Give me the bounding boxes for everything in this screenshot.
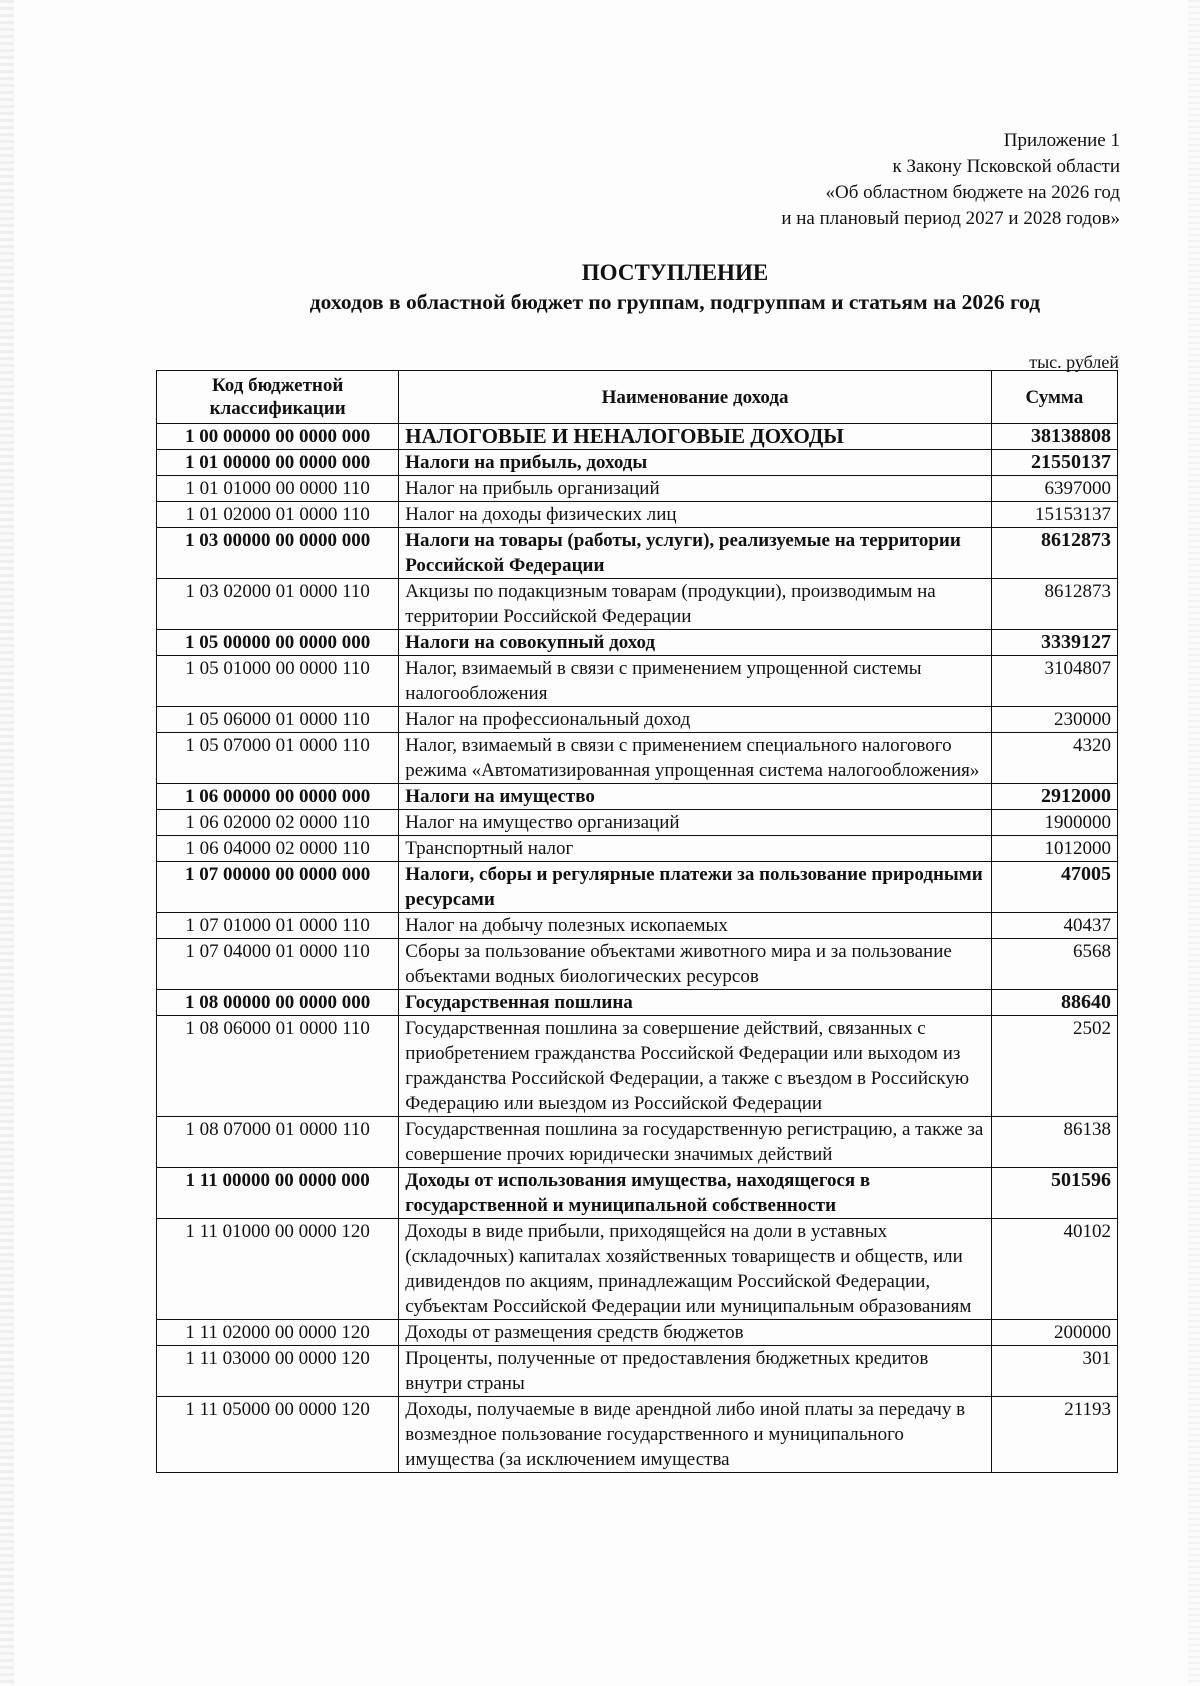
table-row	[157, 1346, 1118, 1397]
appendix-line: «Об областном бюджете на 2026 год	[825, 182, 1120, 203]
amount-cell: 8612873	[991, 579, 1117, 630]
amount-cell: 501596	[991, 1168, 1117, 1219]
name-cell: Налог на добычу полезных ископаемых	[399, 913, 991, 939]
name-cell: Налоги на совокупный доход	[399, 630, 991, 656]
name-cell: Налог на имущество организаций	[399, 810, 991, 836]
table-row	[157, 990, 1118, 1016]
code-cell: 1 11 02000 00 0000 120	[157, 1320, 399, 1346]
header-code: Код бюджетной классификации	[157, 371, 399, 424]
name-cell: Доходы, получаемые в виде арендной либо иной платы за передачу в возмездное пользование государственного и муниципального имущества (за исключением имущества	[399, 1397, 991, 1473]
table-row	[157, 630, 1118, 656]
document-title: ПОСТУПЛЕНИЕ	[581, 260, 769, 285]
amount-cell: 47005	[991, 862, 1117, 913]
scan-edge-right	[1188, 0, 1200, 1686]
code-cell: 1 01 01000 00 0000 110	[157, 476, 399, 502]
amount-cell: 6397000	[991, 476, 1117, 502]
name-cell: НАЛОГОВЫЕ И НЕНАЛОГОВЫЕ ДОХОДЫ	[399, 424, 991, 450]
table-row	[157, 528, 1118, 579]
table-row	[157, 707, 1118, 733]
amount-cell: 3104807	[991, 656, 1117, 707]
amount-cell: 40102	[991, 1219, 1117, 1320]
table-row	[157, 502, 1118, 528]
table-row	[157, 1219, 1118, 1320]
code-cell: 1 08 06000 01 0000 110	[157, 1016, 399, 1117]
name-cell: Государственная пошлина	[399, 990, 991, 1016]
table-header-row	[157, 371, 1118, 424]
appendix-line: Приложение 1	[1003, 130, 1120, 151]
name-cell: Налог на профессиональный доход	[399, 707, 991, 733]
amount-cell: 88640	[991, 990, 1117, 1016]
table-row	[157, 1168, 1118, 1219]
table-row	[157, 424, 1118, 450]
scan-edge-left	[0, 0, 14, 1686]
table-row	[157, 862, 1118, 913]
code-cell: 1 01 02000 01 0000 110	[157, 502, 399, 528]
amount-cell: 4320	[991, 733, 1117, 784]
document-subtitle: доходов в областной бюджет по группам, подгруппам и статьям на 2026 год	[309, 290, 1041, 314]
name-cell: Налог, взимаемый в связи с применением упрощенной системы налогообложения	[399, 656, 991, 707]
code-cell: 1 05 00000 00 0000 000	[157, 630, 399, 656]
code-cell: 1 03 02000 01 0000 110	[157, 579, 399, 630]
table-row	[157, 913, 1118, 939]
name-cell: Проценты, полученные от предоставления бюджетных кредитов внутри страны	[399, 1346, 991, 1397]
code-cell: 1 00 00000 00 0000 000	[157, 424, 399, 450]
amount-cell: 2502	[991, 1016, 1117, 1117]
appendix-note	[781, 128, 1120, 232]
name-cell: Транспортный налог	[399, 836, 991, 862]
name-cell: Налог, взимаемый в связи с применением специального налогового режима «Автоматизированная упрощенная система налогообложения»	[399, 733, 991, 784]
amount-cell: 8612873	[991, 528, 1117, 579]
appendix-line: к Закону Псковской области	[892, 156, 1120, 177]
code-cell: 1 11 01000 00 0000 120	[157, 1219, 399, 1320]
name-cell: Акцизы по подакцизным товарам (продукции), производимым на территории Российской Федерации	[399, 579, 991, 630]
amount-cell: 15153137	[991, 502, 1117, 528]
amount-cell: 230000	[991, 707, 1117, 733]
name-cell: Налоги на прибыль, доходы	[399, 450, 991, 476]
name-cell: Налоги, сборы и регулярные платежи за пользование природными ресурсами	[399, 862, 991, 913]
amount-cell: 1012000	[991, 836, 1117, 862]
appendix-line: и на плановый период 2027 и 2028 годов»	[781, 208, 1120, 229]
name-cell: Доходы от использования имущества, находящегося в государственной и муниципальной собственности	[399, 1168, 991, 1219]
code-cell: 1 05 06000 01 0000 110	[157, 707, 399, 733]
header-amount: Сумма	[991, 371, 1117, 424]
code-cell: 1 03 00000 00 0000 000	[157, 528, 399, 579]
code-cell: 1 11 05000 00 0000 120	[157, 1397, 399, 1473]
code-cell: 1 07 00000 00 0000 000	[157, 862, 399, 913]
amount-cell: 21550137	[991, 450, 1117, 476]
code-cell: 1 05 01000 00 0000 110	[157, 656, 399, 707]
code-cell: 1 11 03000 00 0000 120	[157, 1346, 399, 1397]
amount-cell: 86138	[991, 1117, 1117, 1168]
table-row	[157, 579, 1118, 630]
table-row	[157, 836, 1118, 862]
table-row	[157, 656, 1118, 707]
amount-cell: 301	[991, 1346, 1117, 1397]
code-cell: 1 07 04000 01 0000 110	[157, 939, 399, 990]
amount-cell: 21193	[991, 1397, 1117, 1473]
table-row	[157, 1397, 1118, 1473]
table-row	[157, 939, 1118, 990]
table-row	[157, 784, 1118, 810]
name-cell: Доходы от размещения средств бюджетов	[399, 1320, 991, 1346]
amount-cell: 1900000	[991, 810, 1117, 836]
table-row	[157, 1016, 1118, 1117]
amount-cell: 2912000	[991, 784, 1117, 810]
units-label: тыс. рублей	[1029, 352, 1119, 372]
code-cell: 1 08 00000 00 0000 000	[157, 990, 399, 1016]
name-cell: Налоги на товары (работы, услуги), реализуемые на территории Российской Федерации	[399, 528, 991, 579]
name-cell: Государственная пошлина за государственную регистрацию, а также за совершение прочих юридически значимых действий	[399, 1117, 991, 1168]
amount-cell: 200000	[991, 1320, 1117, 1346]
table-row	[157, 733, 1118, 784]
amount-cell: 3339127	[991, 630, 1117, 656]
name-cell: Налоги на имущество	[399, 784, 991, 810]
name-cell: Доходы в виде прибыли, приходящейся на доли в уставных (складочных) капиталах хозяйственных товариществ и обществ, или дивидендов по акциям, принадлежащим Российской Федерации, субъектам Российской Федерации или муниципальным образованиям	[399, 1219, 991, 1320]
table-row	[157, 810, 1118, 836]
table-row	[157, 450, 1118, 476]
header-name: Наименование дохода	[399, 371, 991, 424]
code-cell: 1 06 02000 02 0000 110	[157, 810, 399, 836]
revenue-table	[156, 370, 1118, 1473]
name-cell: Налог на доходы физических лиц	[399, 502, 991, 528]
code-cell: 1 11 00000 00 0000 000	[157, 1168, 399, 1219]
amount-cell: 6568	[991, 939, 1117, 990]
table-row	[157, 476, 1118, 502]
code-cell: 1 07 01000 01 0000 110	[157, 913, 399, 939]
amount-cell: 40437	[991, 913, 1117, 939]
table-row	[157, 1117, 1118, 1168]
name-cell: Государственная пошлина за совершение действий, связанных с приобретением гражданства Российской Федерации или выходом из гражданства Российской Федерации, а также с въездом в Российскую Федерацию или выездом из Российской Федерации	[399, 1016, 991, 1117]
code-cell: 1 05 07000 01 0000 110	[157, 733, 399, 784]
name-cell: Сборы за пользование объектами животного мира и за пользование объектами водных биологических ресурсов	[399, 939, 991, 990]
code-cell: 1 01 00000 00 0000 000	[157, 450, 399, 476]
amount-cell: 38138808	[991, 424, 1117, 450]
code-cell: 1 06 04000 02 0000 110	[157, 836, 399, 862]
table-row	[157, 1320, 1118, 1346]
code-cell: 1 06 00000 00 0000 000	[157, 784, 399, 810]
name-cell: Налог на прибыль организаций	[399, 476, 991, 502]
code-cell: 1 08 07000 01 0000 110	[157, 1117, 399, 1168]
